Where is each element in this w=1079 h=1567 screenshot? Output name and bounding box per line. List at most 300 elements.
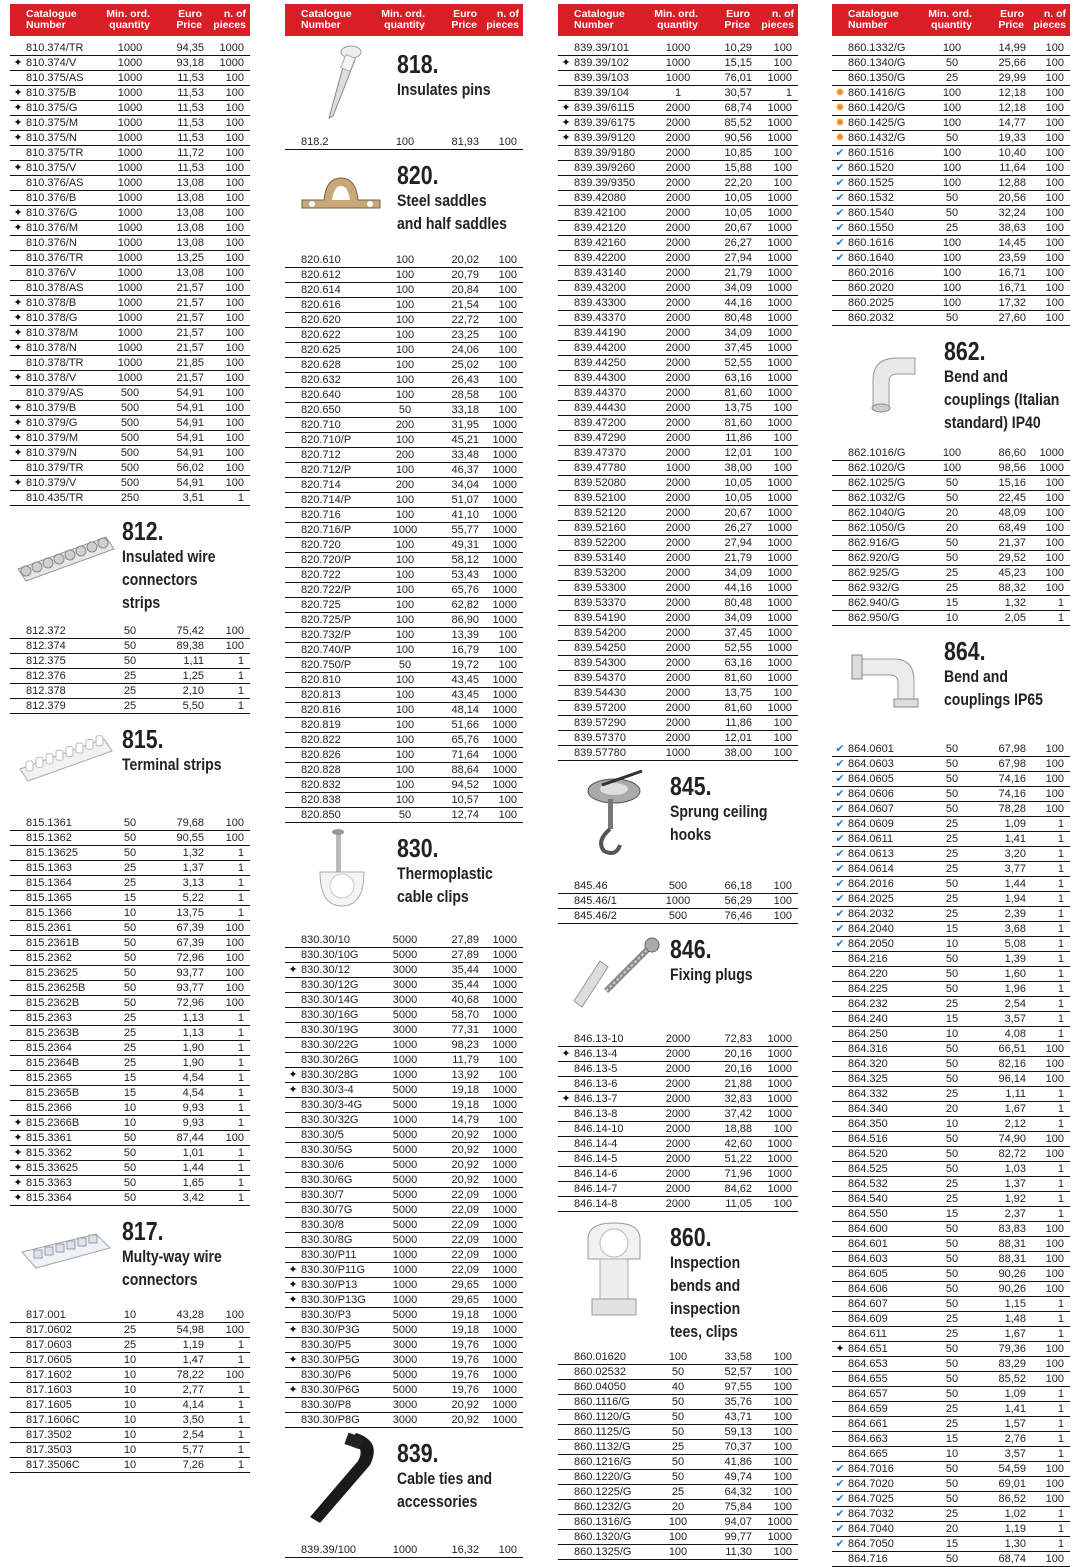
catalogue-number: 839.52160 [574, 522, 626, 534]
table-row [832, 506, 1070, 521]
catalogue-number: 817.1603 [26, 1384, 72, 1396]
catalogue-number: 860.1350/G [848, 72, 906, 84]
pieces: 100 [773, 147, 792, 159]
pieces: 1000 [492, 1099, 517, 1111]
no-marker [832, 581, 848, 595]
min-quantity: 50 [123, 625, 137, 637]
table-row [832, 101, 1070, 116]
table-row [558, 641, 798, 656]
cross-marker-icon: ✦ [561, 1048, 571, 1060]
table-row [10, 1086, 250, 1101]
pieces: 1000 [767, 642, 792, 654]
pieces: 100 [1045, 237, 1064, 249]
min-quantity: 500 [120, 417, 140, 429]
product-strip-image [10, 506, 122, 610]
table-row [10, 146, 250, 161]
pieces: 1000 [492, 1204, 517, 1216]
no-marker [10, 281, 26, 295]
section-820 [285, 150, 523, 253]
table-row [558, 1137, 798, 1152]
pieces: 100 [225, 267, 244, 279]
euro-price: 27,89 [451, 949, 479, 961]
euro-price: 26,43 [451, 374, 479, 386]
euro-price: 26,27 [724, 237, 752, 249]
euro-price: 19,76 [451, 1339, 479, 1351]
euro-price: 23,59 [998, 252, 1026, 264]
min-quantity: 100 [395, 374, 415, 386]
catalogue-number: 820.816 [301, 704, 341, 716]
catalogue-number: 810.375/TR [26, 147, 84, 159]
catalogue-number: 817.1606C [26, 1414, 80, 1426]
euro-price: 21,57 [176, 342, 204, 354]
euro-price: 81,93 [451, 136, 479, 148]
no-marker [558, 281, 574, 295]
table-row [285, 703, 523, 718]
min-quantity: 25 [945, 833, 959, 845]
check-marker-icon: ✔ [835, 938, 845, 950]
pieces: 1000 [1039, 462, 1064, 474]
no-marker [558, 1167, 574, 1181]
no-marker [558, 1515, 574, 1529]
product-bend-image [832, 326, 944, 432]
catalogue-number: 830.30/12G [301, 979, 359, 991]
pieces: 100 [773, 1411, 792, 1423]
catalogue-number: 860.1416/G [848, 87, 906, 99]
section-title-line: accessories [397, 1493, 478, 1511]
euro-price: 49,74 [724, 1471, 752, 1483]
catalogue-number: 810.376/TR [26, 252, 84, 264]
pieces: 1000 [767, 282, 792, 294]
catalogue-number: 815.2366B [26, 1117, 80, 1129]
min-quantity: 1000 [392, 1114, 418, 1126]
euro-price: 16,79 [451, 644, 479, 656]
euro-price: 22,09 [451, 1204, 479, 1216]
section-862 [832, 326, 1070, 446]
pieces: 1 [237, 1162, 244, 1174]
catalogue-number: 830.30/22G [301, 1039, 359, 1051]
pieces: 1000 [767, 612, 792, 624]
catalogue-number: 860.02532 [574, 1366, 626, 1378]
catalogue-number: 839.52100 [574, 492, 626, 504]
pieces: 100 [1045, 1238, 1064, 1250]
euro-price: 43,28 [176, 1309, 204, 1321]
section-title-line: hooks [670, 826, 712, 844]
pieces: 100 [225, 1309, 244, 1321]
table-row [832, 1042, 1070, 1057]
no-marker [832, 1042, 848, 1056]
euro-price: 20,84 [451, 284, 479, 296]
table-row [285, 493, 523, 508]
no-marker [10, 1458, 26, 1472]
pieces: 1000 [767, 1516, 792, 1528]
euro-price: 9,93 [182, 1102, 204, 1114]
cross-marker-icon: ✦ [13, 297, 23, 309]
euro-price: 37,45 [724, 342, 752, 354]
euro-price: 19,76 [451, 1354, 479, 1366]
table-row [10, 876, 250, 891]
min-quantity: 5000 [392, 1084, 418, 1096]
euro-price: 3,57 [1004, 1013, 1026, 1025]
pieces: 1 [1057, 1208, 1064, 1220]
pieces: 1000 [767, 507, 792, 519]
euro-price: 2,54 [182, 1429, 204, 1441]
pieces: 100 [773, 1426, 792, 1438]
table-row [558, 476, 798, 491]
pieces: 1000 [767, 582, 792, 594]
cross-marker-icon: ✦ [561, 102, 571, 114]
catalogue-number: 860.1216/G [574, 1456, 632, 1468]
pieces: 100 [1045, 192, 1064, 204]
catalogue-number: 830.30/P8 [301, 1399, 352, 1411]
min-quantity: 500 [668, 910, 688, 922]
min-quantity: 25 [945, 582, 959, 594]
min-quantity: 15 [945, 1433, 959, 1445]
pieces: 1000 [492, 1324, 517, 1336]
table-row [558, 416, 798, 431]
min-quantity: 1000 [117, 297, 143, 309]
catalogue-number: 864.2032 [848, 908, 894, 920]
pieces: 1000 [492, 749, 517, 761]
pieces: 1000 [492, 509, 517, 521]
euro-price: 2,12 [1004, 1118, 1026, 1130]
catalogue-number: 864.225 [848, 983, 888, 995]
min-quantity: 100 [668, 1516, 688, 1528]
min-quantity: 3000 [392, 1024, 418, 1036]
pieces: 1 [237, 1354, 244, 1366]
catalogue-number: 820.828 [301, 764, 341, 776]
catalogue-number: 864.716 [848, 1553, 888, 1565]
min-quantity: 2000 [665, 522, 691, 534]
euro-price: 1,09 [1004, 1388, 1026, 1400]
catalogue-number: 815.3361 [26, 1132, 72, 1144]
min-quantity: 1000 [117, 162, 143, 174]
euro-price: 34,09 [724, 282, 752, 294]
min-quantity: 5000 [392, 1369, 418, 1381]
pieces: 100 [1045, 1493, 1064, 1505]
euro-price: 11,53 [177, 72, 204, 84]
no-marker [832, 296, 848, 310]
table-row [285, 1128, 523, 1143]
no-marker [832, 1012, 848, 1026]
table-row [285, 538, 523, 553]
catalogue-number: 810.376/B [26, 192, 77, 204]
pieces: 100 [498, 629, 517, 641]
min-quantity: 5000 [392, 1384, 418, 1396]
euro-price: 1,47 [182, 1354, 204, 1366]
pieces: 100 [1045, 788, 1064, 800]
euro-price: 2,37 [1004, 1208, 1026, 1220]
no-marker [10, 386, 26, 400]
min-quantity: 100 [395, 254, 415, 266]
min-quantity: 100 [395, 284, 415, 296]
table-row [832, 86, 1070, 101]
no-marker [10, 669, 26, 683]
euro-price: 55,77 [451, 524, 479, 536]
catalogue-number: 864.332 [848, 1088, 888, 1100]
pieces: 100 [1045, 207, 1064, 219]
pieces: 1000 [767, 1033, 792, 1045]
table-row [558, 176, 798, 191]
catalogue-number: 846.13-7 [574, 1093, 618, 1105]
table-row [285, 463, 523, 478]
pieces: 1 [237, 877, 244, 889]
catalogue-number: 864.0613 [848, 848, 894, 860]
catalogue-number: 820.632 [301, 374, 341, 386]
table-row [832, 1282, 1070, 1297]
euro-price: 1,67 [1004, 1103, 1026, 1115]
min-quantity: 2000 [665, 207, 691, 219]
no-marker [558, 446, 574, 460]
catalogue-number: 820.614 [301, 284, 341, 296]
euro-price: 1,94 [1004, 893, 1026, 905]
cross-marker-icon: ✦ [288, 1069, 298, 1081]
catalogue-number: 860.1316/G [574, 1516, 632, 1528]
min-quantity: 25 [945, 1418, 959, 1430]
euro-price: 86,90 [451, 614, 479, 626]
pieces: 1 [1057, 983, 1064, 995]
pieces: 1 [237, 847, 244, 859]
euro-price: 41,10 [451, 509, 479, 521]
table-row [832, 41, 1070, 56]
table-row [10, 846, 250, 861]
pieces: 100 [225, 207, 244, 219]
min-quantity: 1000 [117, 252, 143, 264]
pieces: 1000 [492, 1309, 517, 1321]
euro-price: 5,22 [182, 892, 204, 904]
table-row [832, 1402, 1070, 1417]
euro-price: 48,09 [998, 507, 1026, 519]
catalogue-number: 860.1540 [848, 207, 894, 219]
section-title-line: inspection [670, 1300, 741, 1318]
no-marker [558, 1530, 574, 1544]
table-row [10, 1011, 250, 1026]
min-quantity: 100 [395, 614, 415, 626]
no-marker [10, 921, 26, 935]
min-quantity: 50 [945, 788, 959, 800]
table-row [832, 521, 1070, 536]
euro-price: 3,57 [1004, 1448, 1026, 1460]
no-marker [285, 523, 301, 537]
catalogue-number: 830.30/3-4G [301, 1099, 363, 1111]
no-marker [285, 1248, 301, 1262]
euro-price: 86,60 [998, 447, 1026, 459]
min-quantity: 200 [395, 479, 415, 491]
pieces: 100 [773, 177, 792, 189]
euro-price: 48,14 [451, 704, 479, 716]
min-quantity: 25 [123, 1027, 137, 1039]
cross-marker-icon: ✦ [13, 1162, 23, 1174]
no-marker [832, 521, 848, 535]
min-quantity: 50 [945, 803, 959, 815]
pieces: 100 [1045, 1253, 1064, 1265]
min-quantity: 2000 [665, 342, 691, 354]
table-row [10, 56, 250, 71]
catalogue-number: 864.320 [848, 1058, 888, 1070]
table-row [285, 1113, 523, 1128]
min-quantity: 100 [395, 689, 415, 701]
pieces: 100 [225, 177, 244, 189]
min-quantity: 3000 [392, 994, 418, 1006]
pieces: 100 [225, 982, 244, 994]
min-quantity: 50 [671, 1366, 685, 1378]
catalogue-number: 820.720 [301, 539, 341, 551]
euro-price: 11,53 [177, 102, 204, 114]
pieces: 100 [225, 297, 244, 309]
no-marker [10, 936, 26, 950]
min-quantity: 100 [395, 719, 415, 731]
no-marker [10, 654, 26, 668]
catalogue-number: 860.1532 [848, 192, 894, 204]
euro-price: 2,05 [1004, 612, 1026, 624]
no-marker [558, 1545, 574, 1559]
catalogue-number: 839.42120 [574, 222, 626, 234]
pieces: 100 [225, 1369, 244, 1381]
catalogue-number: 839.53200 [574, 567, 626, 579]
table-row [10, 1116, 250, 1131]
catalogue-number: 839.39/6115 [574, 102, 635, 114]
pieces: 1000 [492, 1189, 517, 1201]
no-marker [558, 1380, 574, 1394]
euro-price: 74,16 [998, 773, 1026, 785]
no-marker [558, 909, 574, 923]
check-marker-icon: ✔ [835, 758, 845, 770]
min-quantity: 2000 [665, 252, 691, 264]
catalogue-number: 830.30/P11G [301, 1264, 366, 1276]
no-marker [285, 583, 301, 597]
no-marker [10, 266, 26, 280]
no-marker [558, 311, 574, 325]
catalogue-number: 839.42160 [574, 237, 626, 249]
star-marker-icon: ✸ [835, 102, 845, 114]
table-row [832, 1147, 1070, 1162]
header-pieces: n. of pieces [486, 7, 519, 31]
euro-price: 94,35 [176, 42, 204, 54]
catalogue-number: 820.722/P [301, 584, 352, 596]
euro-price: 33,18 [451, 404, 479, 416]
catalogue-number: 820.732/P [301, 629, 352, 641]
product-clip-image [285, 823, 397, 919]
min-quantity: 100 [395, 674, 415, 686]
euro-price: 2,54 [1004, 998, 1026, 1010]
euro-price: 89,38 [176, 640, 204, 652]
table-row [832, 581, 1070, 596]
pieces: 1 [237, 685, 244, 697]
catalogue-number: 810.379/AS [26, 387, 84, 399]
catalogue-number: 864.232 [848, 998, 888, 1010]
min-quantity: 2000 [665, 1108, 691, 1120]
euro-price: 5,08 [1004, 938, 1026, 950]
no-marker [285, 1203, 301, 1217]
catalogue-number: 864.7040 [848, 1523, 894, 1535]
no-marker [10, 891, 26, 905]
header-euro-price: Euro Price [998, 7, 1024, 31]
table-row [832, 847, 1070, 862]
table-row [832, 757, 1070, 772]
header-min-quantity: Min. ord. quantity [106, 7, 150, 31]
pieces: 100 [773, 402, 792, 414]
section-title-line: strips [122, 594, 161, 612]
catalogue-number: 830.30/8 [301, 1219, 344, 1231]
no-marker [285, 568, 301, 582]
pieces: 100 [773, 1471, 792, 1483]
pieces: 1 [1057, 1403, 1064, 1415]
euro-price: 93,77 [176, 982, 204, 994]
catalogue-number: 830.30/P13 [301, 1279, 358, 1291]
check-marker-icon: ✔ [835, 162, 845, 174]
no-marker [10, 356, 26, 370]
table-row [10, 624, 250, 639]
min-quantity: 10 [123, 1384, 137, 1396]
table-row [285, 1278, 523, 1293]
table-row [10, 816, 250, 831]
table-row [832, 1342, 1070, 1357]
no-marker [285, 553, 301, 567]
catalogue-number: 817.0603 [26, 1339, 72, 1351]
catalogue-number: 820.640 [301, 389, 341, 401]
catalogue-number: 864.7032 [848, 1508, 894, 1520]
table-header [285, 4, 523, 36]
euro-price: 94,52 [451, 779, 479, 791]
header-pieces: n. of pieces [1033, 7, 1066, 31]
euro-price: 54,91 [176, 387, 204, 399]
catalogue-number: 862.1050/G [848, 522, 906, 534]
min-quantity: 5000 [392, 1204, 418, 1216]
catalogue-number: 815.1366 [26, 907, 72, 919]
min-quantity: 50 [123, 1147, 137, 1159]
pieces: 100 [225, 327, 244, 339]
euro-price: 67,98 [998, 743, 1026, 755]
cross-marker-icon: ✦ [13, 477, 23, 489]
pieces: 100 [773, 57, 792, 69]
pieces: 1000 [492, 764, 517, 776]
table-row [10, 1146, 250, 1161]
pieces: 100 [498, 1054, 517, 1066]
catalogue-number: 864.216 [848, 953, 888, 965]
pieces: 1000 [767, 1063, 792, 1075]
pieces: 100 [773, 432, 792, 444]
pieces: 100 [1045, 102, 1064, 114]
euro-price: 11,53 [177, 87, 204, 99]
table-row [10, 639, 250, 654]
pieces: 1 [1057, 1388, 1064, 1400]
min-quantity: 1000 [117, 117, 143, 129]
no-marker [10, 624, 26, 638]
min-quantity: 1000 [117, 42, 143, 54]
catalogue-number: 839.54430 [574, 687, 626, 699]
pieces: 100 [225, 387, 244, 399]
no-marker [10, 906, 26, 920]
no-marker [558, 326, 574, 340]
table-row [285, 135, 523, 150]
catalogue-number: 839.54200 [574, 627, 626, 639]
no-marker [558, 1032, 574, 1046]
euro-price: 4,54 [182, 1072, 204, 1084]
euro-price: 83,29 [998, 1358, 1026, 1370]
pieces: 100 [1045, 267, 1064, 279]
euro-price: 25,66 [998, 57, 1026, 69]
euro-price: 16,32 [451, 1544, 479, 1556]
table-row [558, 536, 798, 551]
catalogue-number: 846.13-6 [574, 1078, 618, 1090]
euro-price: 20,56 [998, 192, 1026, 204]
euro-price: 13,75 [724, 402, 752, 414]
catalogue-number: 864.659 [848, 1403, 888, 1415]
min-quantity: 2000 [665, 282, 691, 294]
no-marker [558, 1182, 574, 1196]
product-pin-image [285, 41, 397, 121]
pieces: 1 [237, 1399, 244, 1411]
table-row [285, 1233, 523, 1248]
